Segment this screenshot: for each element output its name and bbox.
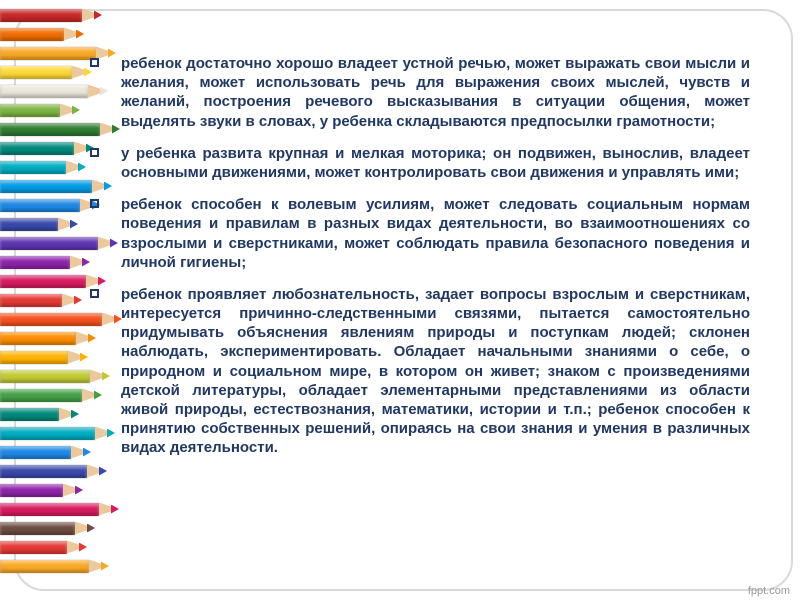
pencil-body [0,47,96,60]
pencil-lead-tip [111,505,119,514]
pencil-body [0,522,75,535]
pencil-body [0,294,62,307]
pencil-wood-tip [76,332,88,345]
bullet-item [88,54,750,131]
pencil-wood-tip [60,104,72,117]
bullet-item [88,195,750,272]
pencil-wood-tip [72,66,84,79]
pencil-body [0,465,87,478]
bullet-text: ребенок достаточно хорошо владеет устной речью, может выражать свои мысли и желания, может использовать речь для выражения своих мыслей, чувств и желаний, построения речевого высказывания в ситуации общения, может выделять звуки в словах, у ребенка складываются предпосылки грамотности; [121,55,750,130]
pencil-body [0,275,86,288]
bullet-list [88,54,750,471]
pencil-lead-tip [75,486,83,495]
pencil-body [0,560,89,573]
pencil-icon [0,8,130,22]
pencil-lead-tip [87,524,95,533]
pencil-body [0,66,72,79]
pencil-wood-tip [99,503,111,516]
pencil-wood-tip [59,408,71,421]
pencil-icon [0,559,130,573]
pencil-body [0,123,100,136]
pencil-icon [0,483,130,497]
pencil-wood-tip [68,351,80,364]
bullet-item [88,285,750,458]
bullet-square-icon [90,199,99,208]
pencil-icon [0,521,130,535]
pencil-wood-tip [74,142,86,155]
watermark: fppt.com [747,585,790,597]
pencil-body [0,427,95,440]
pencil-wood-tip [89,560,101,573]
pencil-lead-tip [78,163,86,172]
pencil-wood-tip [75,522,87,535]
pencil-lead-tip [79,543,87,552]
pencil-body [0,389,82,402]
pencil-body [0,541,67,554]
pencil-wood-tip [82,9,94,22]
pencil-wood-tip [62,294,74,307]
bullet-item [88,144,750,182]
pencil-body [0,180,92,193]
bullet-square-icon [90,148,99,157]
pencil-body [0,446,71,459]
pencil-body [0,503,99,516]
pencil-icon [0,502,130,516]
pencil-lead-tip [80,353,88,362]
pencil-body [0,28,64,41]
pencil-body [0,142,74,155]
pencil-body [0,199,80,212]
pencil-body [0,484,63,497]
pencil-wood-tip [63,484,75,497]
bullet-text: ребенок способен к волевым усилиям, может следовать социальным нормам поведения и правилам в разных видах деятельности, во взаимоотношениях со взрослыми и сверстниками, может соблюдать правила безопасного поведения и личной гигиены; [121,196,750,271]
pencil-lead-tip [76,30,84,39]
pencil-body [0,408,59,421]
pencil-lead-tip [94,11,102,20]
pencil-wood-tip [70,256,82,269]
pencil-wood-tip [66,161,78,174]
pencil-icon [0,27,130,41]
pencil-body [0,104,60,117]
pencil-body [0,332,76,345]
pencil-wood-tip [67,541,79,554]
pencil-body [0,218,58,231]
pencil-body [0,256,70,269]
pencil-lead-tip [72,106,80,115]
pencil-icon [0,540,130,554]
pencil-lead-tip [71,410,79,419]
bullet-text: ребенок проявляет любознательность, задает вопросы взрослым и сверстникам, интересуется причинно-следственными связями, пытается самостоятельно придумывать объяснения явлениям природы и поступкам людей; склонен наблюдать, экспериментировать. Обладает начальными знаниями о себе, о природном и социальном мире, в котором он живет; знаком с произведениями детской литературы, обладает элементарными представлениями из области живой природы, естествознания, математики, истории и т.п.; ребенок способен к принятию собственных решений, опираясь на свои знания и умения в различных видах деятельности. [121,285,750,457]
pencil-body [0,85,88,98]
pencil-lead-tip [101,562,109,571]
bullet-text: у ребенка развита крупная и мелкая моторика; он подвижен, вынослив, владеет основными движениями, может контролировать свои движения и управлять ими; [121,144,750,181]
pencil-wood-tip [71,446,83,459]
pencil-lead-tip [74,296,82,305]
bullet-square-icon [90,289,99,298]
pencil-body [0,161,66,174]
pencil-wood-tip [58,218,70,231]
pencil-body [0,351,68,364]
pencil-body [0,9,82,22]
pencil-body [0,313,102,326]
pencil-lead-tip [70,220,78,229]
pencil-body [0,237,98,250]
pencil-wood-tip [64,28,76,41]
bullet-square-icon [90,58,99,67]
pencil-body [0,370,90,383]
